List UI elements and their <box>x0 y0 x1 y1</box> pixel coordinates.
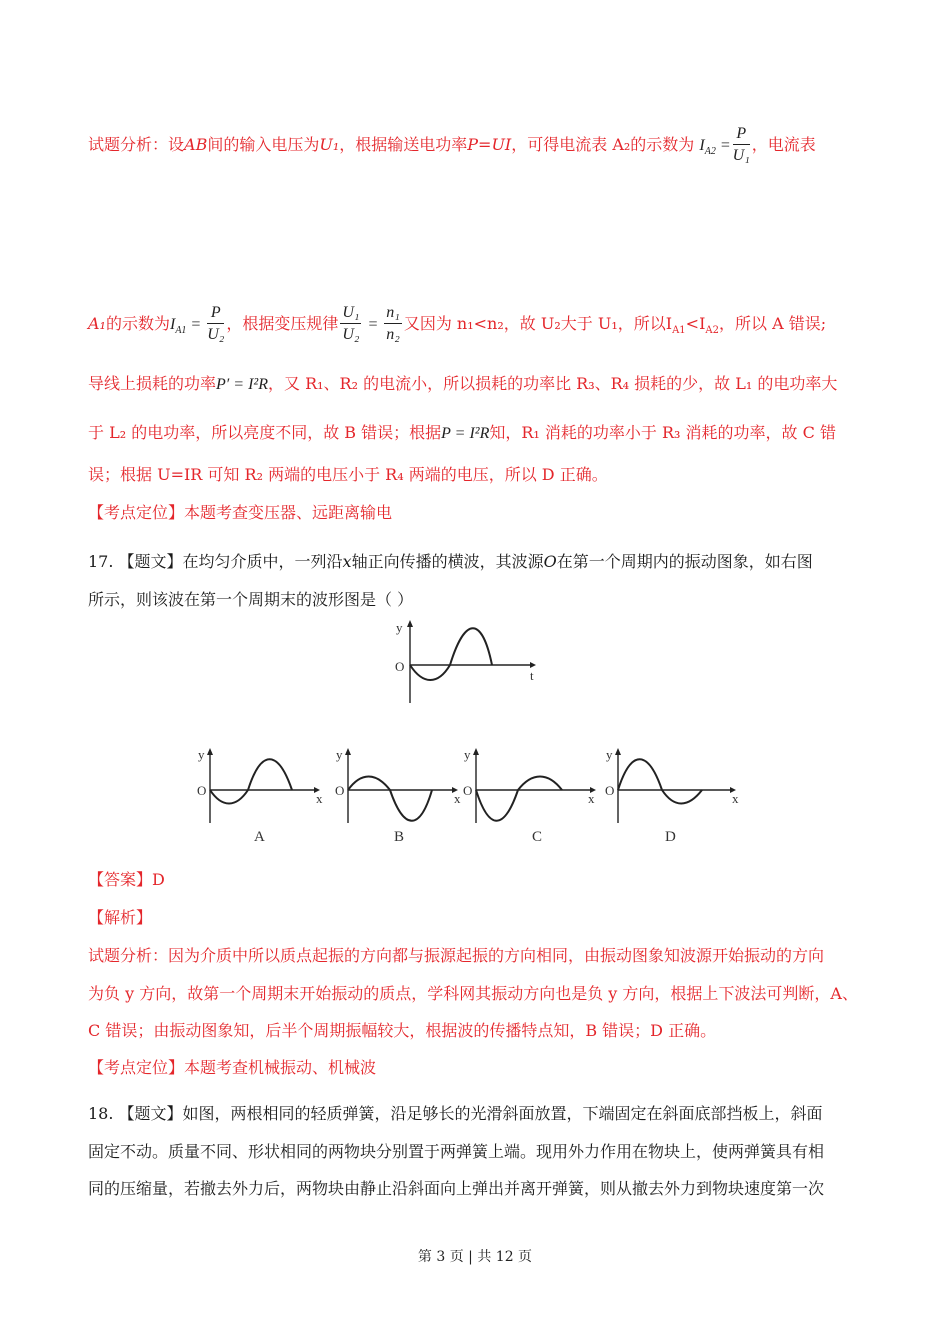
q16-line-4 <box>88 423 836 444</box>
text: AB <box>184 135 208 154</box>
text: 知，R₁ 消耗的功率小于 R₃ 消耗的功率，故 C 错 <box>489 423 836 442</box>
text: I <box>169 316 176 333</box>
q16-line-2 <box>88 303 826 346</box>
origin-label: O <box>335 783 345 798</box>
text: P=UI <box>467 135 512 154</box>
option-b-label: B <box>394 829 405 845</box>
numerator: U₁ <box>340 303 361 324</box>
q17-analysis-line-2: 为负 y 方向，故第一个周期末开始振动的质点，学科网其振动方向也是负 y 方向，根据上下波法可判断，A、 <box>88 984 858 1003</box>
numerator: P <box>207 303 224 324</box>
vibration-graph <box>390 618 550 708</box>
text: 试题分析：设 <box>88 135 185 154</box>
denominator: U₂ <box>207 326 225 343</box>
text: U₁ <box>319 135 340 154</box>
x-axis-label: x <box>732 791 739 806</box>
text: I <box>699 137 705 154</box>
q18-stem-line-3: 同的压缩量，若撤去外力后，两物块由静止沿斜面向上弹出并离开弹簧，则从撤去外力到物块速度第一次 <box>88 1179 825 1198</box>
q17-analysis-title: 【解析】 <box>88 908 153 927</box>
text: A1 <box>672 325 686 337</box>
formula: P′ = I²R <box>216 376 268 393</box>
text: ，又 R₁、R₂ 的电流小，所以损耗的功率比 R₃、R₄ 损耗的少，故 L₁ 的电功率大 <box>267 374 838 393</box>
t-axis-label: t <box>530 668 534 683</box>
text: 轴正向传播的横波，其波源 <box>351 552 544 571</box>
page-footer: 第 3 页 | 共 12 页 <box>417 1249 533 1265</box>
text: ，电流表 <box>751 135 816 154</box>
origin-label: O <box>605 783 615 798</box>
q17-stem-line-1 <box>88 552 813 572</box>
q17-knowledge-point: 【考点定位】本题考查机械振动、机械波 <box>88 1058 377 1077</box>
text: = <box>186 316 206 333</box>
text: = <box>715 137 731 154</box>
option-d-label: D <box>665 829 676 845</box>
text: 又因为 n₁<n₂，故 U₂大于 U₁，所以I <box>403 314 673 333</box>
q16-line-1 <box>88 124 816 167</box>
y-axis-label: y <box>336 747 343 762</box>
text: A₁ <box>88 314 106 333</box>
text: 17. 【题文】在均匀介质中，一列沿 <box>88 552 343 571</box>
formula: P = I²R <box>441 425 490 442</box>
fraction <box>733 124 750 167</box>
text: A2 <box>704 146 716 158</box>
y-axis-label: y <box>606 747 613 762</box>
text: ，所以 A 错误; <box>719 314 827 333</box>
q16-line-3 <box>88 374 837 395</box>
x-axis-label: x <box>316 791 323 806</box>
text: 在第一个周期内的振动图象，如右图 <box>556 552 813 571</box>
origin-label: O <box>197 783 207 798</box>
origin-label: O <box>463 783 473 798</box>
text: <I <box>685 314 706 333</box>
option-c-label: C <box>532 829 543 845</box>
denominator: U₂ <box>342 326 360 343</box>
denominator: U₁ <box>732 147 750 164</box>
text: 间的输入电压为 <box>207 135 320 154</box>
fraction <box>340 303 361 346</box>
option-c-graph <box>462 745 597 825</box>
text: A1 <box>175 325 187 337</box>
text: 导线上损耗的功率 <box>88 374 217 393</box>
fraction <box>384 303 402 346</box>
x-axis-label: x <box>454 791 461 806</box>
option-a-label: A <box>254 829 265 845</box>
q16-line-5: 误；根据 U=IR 可知 R₂ 两端的电压小于 R₄ 两端的电压，所以 D 正确。 <box>88 465 608 484</box>
q17-stem-line-2: 所示，则该波在第一个周期末的波形图是（ ） <box>88 590 414 609</box>
text: ，根据输送电功率 <box>339 135 468 154</box>
formula-ia2 <box>699 137 731 158</box>
fraction <box>207 303 224 346</box>
option-b-graph <box>334 745 469 825</box>
q17-analysis-line-3: C 错误；由振动图象知，后半个周期振幅较大，根据波的传播特点知，B 错误；D 正确。 <box>88 1021 717 1040</box>
x-axis-label: x <box>588 791 595 806</box>
option-d-graph <box>604 745 744 825</box>
text: 的示数为 <box>105 314 170 333</box>
text: ，可得电流表 A₂的示数为 <box>511 135 695 154</box>
q18-stem-line-2: 固定不动。质量不同、形状相同的两物块分别置于两弹簧上端。现用外力作用在物块上，使两弹簧具有相 <box>88 1142 825 1161</box>
text: x <box>342 552 352 571</box>
y-axis-label: y <box>198 747 205 762</box>
text: A2 <box>705 325 719 337</box>
formula <box>169 316 206 337</box>
q17-analysis-line-1: 试题分析：因为介质中所以质点起振的方向都与振源起振的方向相同，由振动图象知波源开始振动的方向 <box>88 946 825 965</box>
numerator: P <box>733 124 750 145</box>
text: ，根据变压规律 <box>226 314 339 333</box>
q16-knowledge-point: 【考点定位】本题考查变压器、远距离输电 <box>88 503 393 522</box>
q17-answer: 【答案】D <box>88 870 165 889</box>
origin-label: O <box>395 659 405 674</box>
q18-stem-line-1: 18. 【题文】如图，两根相同的轻质弹簧，沿足够长的光滑斜面放置，下端固定在斜面底部挡板上，斜面 <box>88 1104 823 1123</box>
y-axis-label: y <box>396 620 403 635</box>
y-axis-label: y <box>464 747 471 762</box>
text: = <box>363 316 383 333</box>
text: O <box>543 552 557 571</box>
option-a-graph <box>196 745 331 825</box>
text: 于 L₂ 的电功率，所以亮度不同，故 B 错误；根据 <box>88 423 442 442</box>
denominator: n₂ <box>386 326 400 343</box>
numerator: n₁ <box>384 303 402 324</box>
